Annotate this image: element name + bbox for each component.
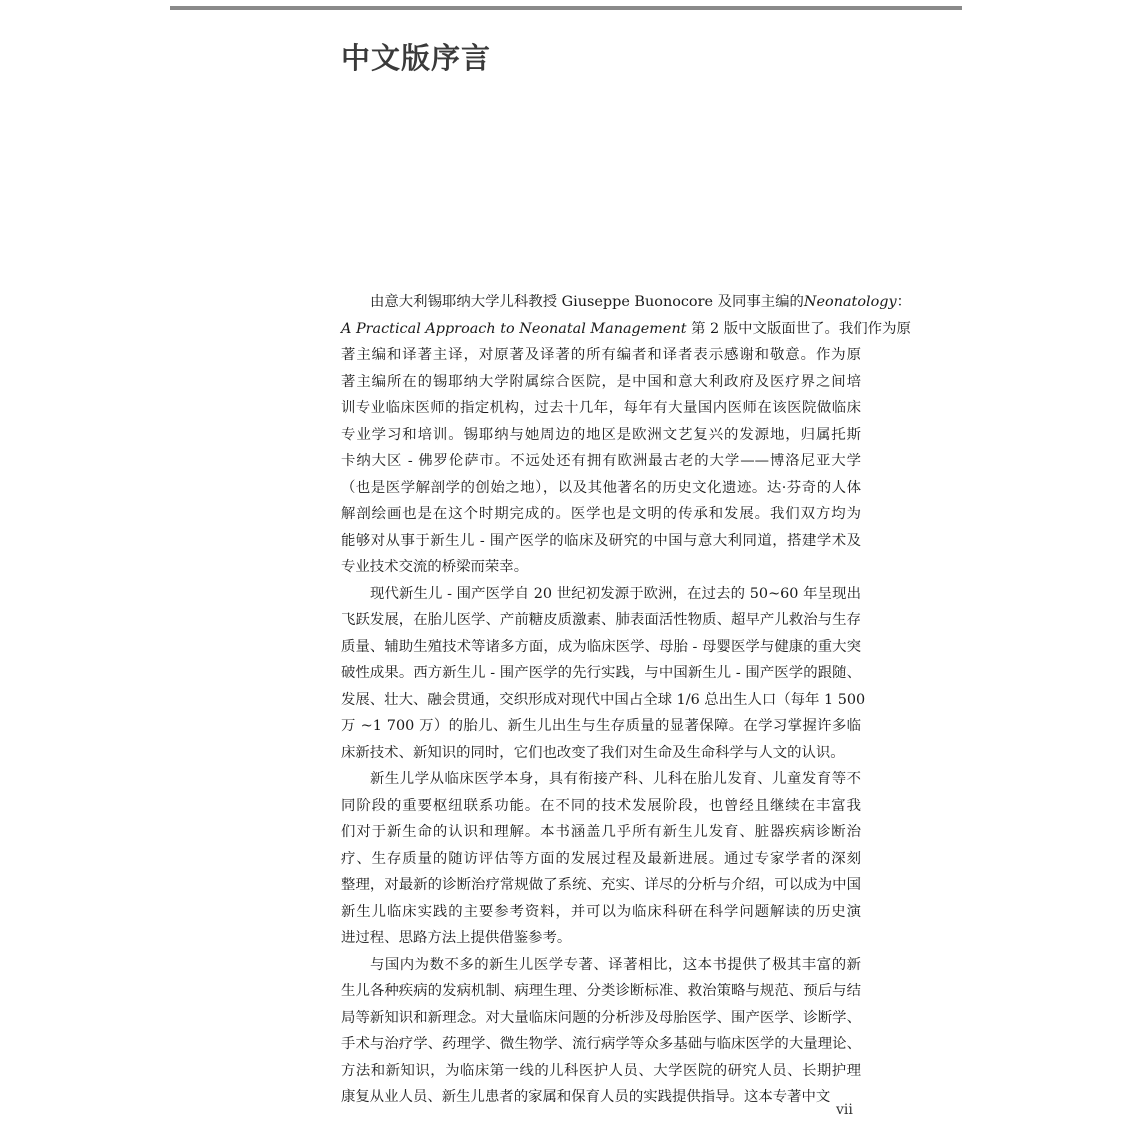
- line-text: 专业技术交流的桥梁而荣幸。: [341, 559, 529, 575]
- text-line: [341, 1005, 861, 1032]
- line-text: 发展、壮大、融会贯通，交织形成对现代中国占全球 1/6 总出生人口（每年 1 500: [341, 691, 866, 708]
- text-line: [341, 740, 861, 767]
- text-line: [341, 289, 912, 316]
- text-line: [341, 395, 861, 422]
- line-text: 与国内为数不多的新生儿医学专著、译著相比，这本书提供了极其丰富的新: [370, 956, 861, 973]
- line-text: 训专业临床医师的指定机构，过去十几年，每年有大量国内医师在该医院做临床: [341, 400, 861, 416]
- text-line: [341, 1084, 861, 1111]
- line-text: 新生儿临床实践的主要参考资料，并可以为临床科研在科学问题解读的历史演: [341, 903, 861, 920]
- text-line: [341, 952, 861, 979]
- top-rule: [170, 6, 962, 10]
- text-line: [341, 316, 911, 343]
- line-text: 局等新知识和新理念。对大量临床问题的分析涉及母胎医学、围产医学、诊断学、: [341, 1009, 861, 1026]
- line-text: 整理，对最新的诊断治疗常规做了系统、充实、详尽的分析与介绍，可以成为中国: [341, 877, 861, 893]
- line-text: 质量、辅助生殖技术等诸多方面，成为临床医学、母胎 - 母婴医学与健康的重大突: [341, 638, 861, 655]
- text-line: [341, 528, 861, 555]
- line-text: 康复从业人员、新生儿患者的家属和保育人员的实践提供指导。这本专著中文: [341, 1089, 831, 1105]
- line-text: ：: [896, 294, 912, 310]
- line-text: 专业学习和培训。锡耶纳与她周边的地区是欧洲文艺复兴的发源地，归属托斯: [341, 426, 861, 443]
- line-text: 现代新生儿 - 围产医学自 20 世纪初发源于欧洲，在过去的 50~60 年呈现出: [370, 585, 861, 602]
- text-line: [341, 501, 861, 528]
- text-line: [341, 422, 861, 449]
- paragraph: [341, 952, 861, 1111]
- text-line: [341, 369, 861, 396]
- line-text: 由意大利锡耶纳大学儿科教授 Giuseppe Buonocore 及同事主编的: [370, 294, 804, 310]
- text-line: [341, 872, 861, 899]
- line-text: 破性成果。西方新生儿 - 围产医学的先行实践，与中国新生儿 - 围产医学的跟随、: [341, 665, 861, 681]
- text-line: [341, 607, 861, 634]
- text-line: [341, 475, 861, 502]
- text-line: [341, 819, 861, 846]
- line-text: 进过程、思路方法上提供借鉴参考。: [341, 930, 572, 946]
- body-text: [341, 289, 912, 1111]
- text-line: [341, 793, 861, 820]
- text-line: [341, 978, 861, 1005]
- text-line: [341, 448, 861, 475]
- text-line: [341, 1058, 861, 1085]
- paragraph: [341, 289, 912, 581]
- italic-title: Neonatology: [803, 294, 897, 310]
- line-text: 著主编和译著主译，对原著及译著的所有编者和译者表示感谢和敬意。作为原: [341, 347, 861, 363]
- line-text: 飞跃发展，在胎儿医学、产前糖皮质激素、肺表面活性物质、超早产儿救治与生存: [341, 612, 861, 628]
- text-line: [341, 342, 861, 369]
- line-text: 疗、生存质量的随访评估等方面的发展过程及最新进展。通过专家学者的深刻: [341, 850, 861, 867]
- line-text: 新生儿学从临床医学本身，具有衔接产科、儿科在胎儿发育、儿童发育等不: [370, 771, 861, 787]
- line-text: 第 2 版中文版面世了。我们作为原: [686, 320, 911, 337]
- line-text: 能够对从事于新生儿 - 围产医学的临床及研究的中国与意大利同道，搭建学术及: [341, 532, 861, 549]
- text-line: [341, 554, 861, 581]
- text-line: [341, 581, 861, 608]
- line-text: 们对于新生命的认识和理解。本书涵盖几乎所有新生儿发育、脏器疾病诊断治: [341, 824, 861, 840]
- text-line: [341, 1031, 861, 1058]
- text-line: [341, 899, 861, 926]
- text-line: [341, 660, 861, 687]
- text-line: [341, 925, 861, 952]
- line-text: 万 ~1 700 万）的胎儿、新生儿出生与生存质量的显著保障。在学习掌握许多临: [341, 718, 861, 734]
- italic-title: A Practical Approach to Neonatal Management: [341, 320, 687, 337]
- paragraph: [341, 581, 866, 767]
- line-text: 卡纳大区 - 佛罗伦萨市。不远处还有拥有欧洲最古老的大学——博洛尼亚大学: [341, 453, 861, 469]
- line-text: 著主编所在的锡耶纳大学附属综合医院，是中国和意大利政府及医疗界之间培: [341, 373, 861, 390]
- line-text: 解剖绘画也是在这个时期完成的。医学也是文明的传承和发展。我们双方均为: [341, 506, 861, 522]
- line-text: （也是医学解剖学的创始之地），以及其他著名的历史文化遗迹。达·芬奇的人体: [341, 479, 861, 496]
- paragraph: [341, 766, 861, 952]
- page-number: vii: [836, 1102, 853, 1118]
- text-line: [341, 687, 866, 714]
- text-line: [341, 846, 861, 873]
- text-line: [341, 713, 861, 740]
- line-text: 床新技术、新知识的同时，它们也改变了我们对生命及生命科学与人文的认识。: [341, 744, 845, 761]
- line-text: 生儿各种疾病的发病机制、病理生理、分类诊断标准、救治策略与规范、预后与结: [341, 983, 861, 999]
- line-text: 方法和新知识，为临床第一线的儿科医护人员、大学医院的研究人员、长期护理: [341, 1062, 861, 1079]
- text-line: [341, 634, 861, 661]
- text-line: [341, 766, 861, 793]
- chapter-title: 中文版序言: [341, 41, 492, 75]
- line-text: 手术与治疗学、药理学、微生物学、流行病学等众多基础与临床医学的大量理论、: [341, 1036, 861, 1052]
- line-text: 同阶段的重要枢纽联系功能。在不同的技术发展阶段，也曾经且继续在丰富我: [341, 797, 861, 814]
